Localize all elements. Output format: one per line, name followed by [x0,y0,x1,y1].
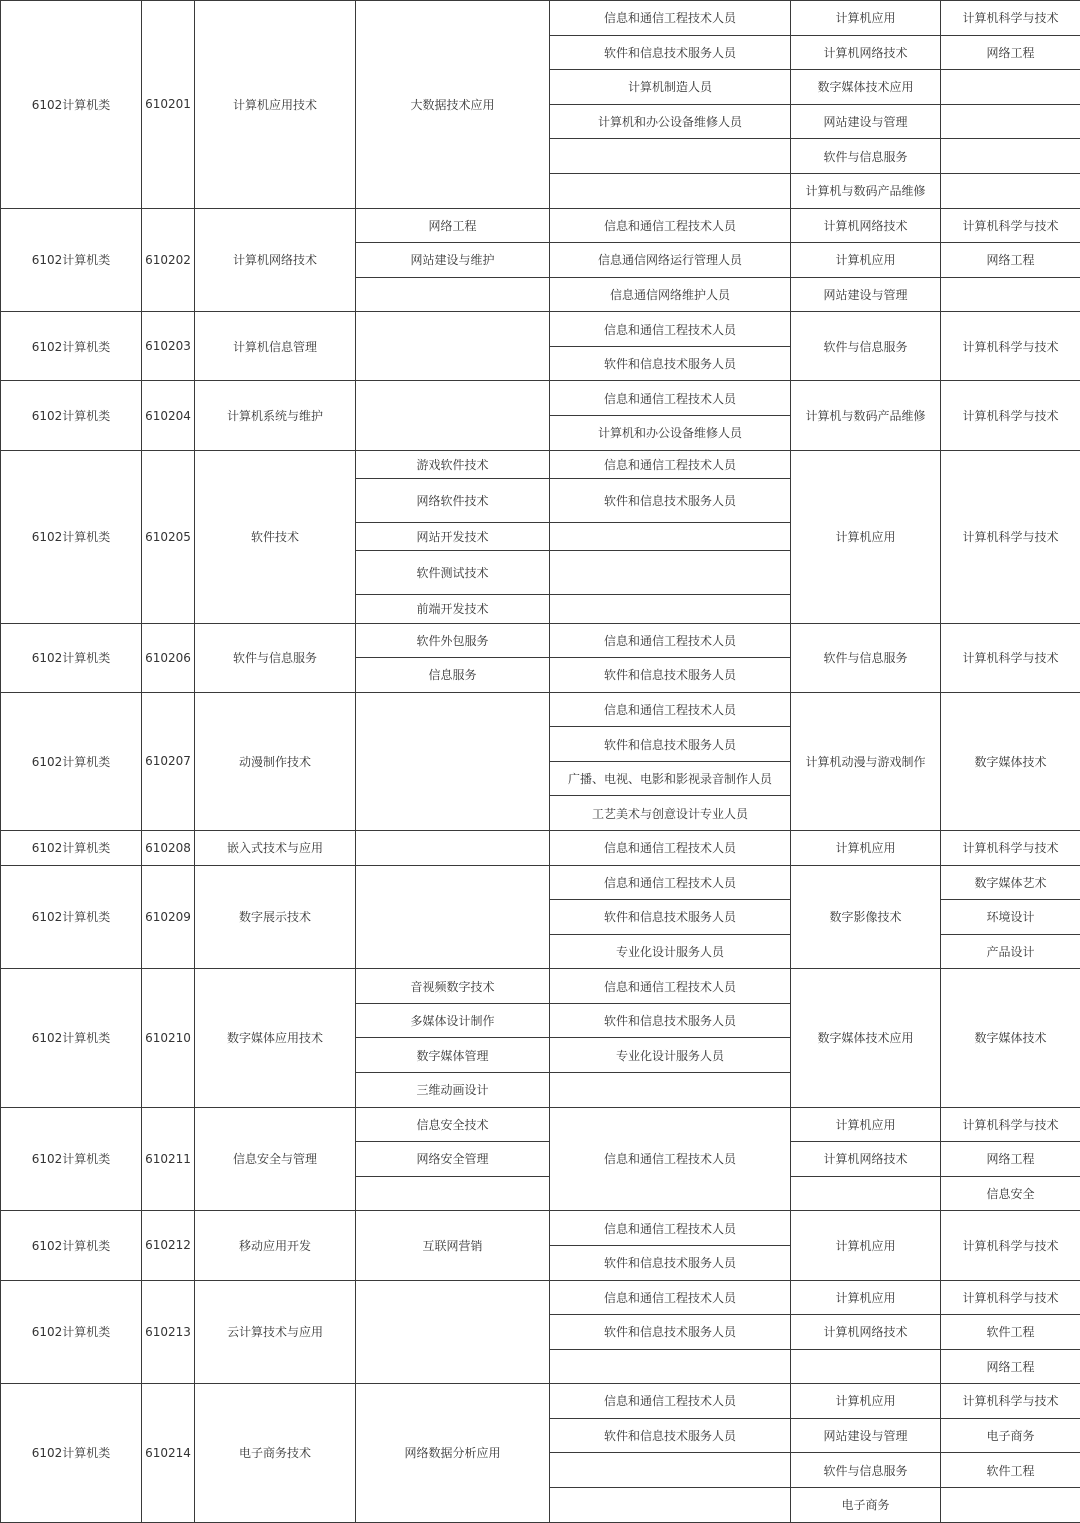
major-code-cell: 610211 [142,1107,195,1211]
undergrad-continuation-cell: 软件工程 [941,1453,1080,1488]
direction-cell: 大数据技术应用 [356,1,550,209]
vocational-continuation-cell: 数字媒体技术应用 [791,70,941,105]
occupation-cell: 信息通信网络维护人员 [550,277,791,312]
undergrad-continuation-cell: 计算机科学与技术 [941,1384,1080,1419]
vocational-continuation-cell: 计算机应用 [791,1384,941,1419]
occupation-cell: 专业化设计服务人员 [550,1038,791,1073]
major-code-cell: 610208 [142,831,195,866]
major-name-cell: 动漫制作技术 [195,692,356,830]
direction-cell: 信息服务 [356,658,550,693]
occupation-cell: 信息和通信工程技术人员 [550,381,791,416]
occupation-cell: 软件和信息技术服务人员 [550,658,791,693]
occupation-cell [550,551,791,594]
occupation-cell: 信息和通信工程技术人员 [550,312,791,347]
occupation-cell: 信息和通信工程技术人员 [550,1384,791,1419]
direction-cell: 软件测试技术 [356,551,550,594]
vocational-continuation-cell: 计算机网络技术 [791,35,941,70]
undergrad-continuation-cell: 计算机科学与技术 [941,1107,1080,1142]
direction-cell: 网络安全管理 [356,1142,550,1177]
table-row [1,208,1080,217]
occupation-cell: 广播、电视、电影和影视录音制作人员 [550,761,791,796]
occupation-cell: 信息和通信工程技术人员 [550,208,791,243]
direction-cell [356,692,550,830]
occupation-cell: 信息和通信工程技术人员 [550,831,791,866]
category-cell: 6102计算机类 [1,865,142,969]
table-row [1,1384,1080,1396]
undergrad-continuation-cell: 计算机科学与技术 [941,312,1080,381]
vocational-continuation-cell [791,1176,941,1211]
major-name-cell: 电子商务技术 [195,1384,356,1522]
table-body [1,1,1080,1523]
undergrad-continuation-cell: 网络工程 [941,243,1080,278]
major-code-cell: 610209 [142,865,195,969]
major-code-cell: 610206 [142,623,195,692]
occupation-cell [550,173,791,208]
direction-cell [356,865,550,969]
vocational-continuation-cell: 数字影像技术 [791,865,941,969]
direction-cell: 网站开发技术 [356,522,550,551]
direction-cell: 游戏软件技术 [356,450,550,479]
occupation-cell: 信息和通信工程技术人员 [550,1280,791,1315]
major-code-cell: 610204 [142,381,195,450]
category-cell: 6102计算机类 [1,381,142,450]
vocational-continuation-cell: 计算机与数码产品维修 [791,381,941,450]
vocational-continuation-cell: 网站建设与管理 [791,104,941,139]
major-code-cell: 610201 [142,1,195,209]
major-name-cell: 计算机网络技术 [195,208,356,312]
undergrad-continuation-cell: 信息安全 [941,1176,1080,1211]
direction-cell: 网络工程 [356,208,550,243]
occupation-cell: 计算机和办公设备维修人员 [550,416,791,451]
direction-cell: 三维动画设计 [356,1073,550,1108]
vocational-continuation-cell [791,1349,941,1384]
occupation-cell: 工艺美术与创意设计专业人员 [550,796,791,831]
table-row [1,1280,1080,1289]
undergrad-continuation-cell: 数字媒体技术 [941,692,1080,830]
undergrad-continuation-cell [941,139,1080,174]
direction-cell [356,1280,550,1384]
undergrad-continuation-cell [941,277,1080,312]
category-cell: 6102计算机类 [1,312,142,381]
vocational-continuation-cell: 软件与信息服务 [791,1453,941,1488]
direction-cell: 互联网营销 [356,1211,550,1280]
table-row [1,312,1080,318]
undergrad-continuation-cell [941,70,1080,105]
undergrad-continuation-cell: 网络工程 [941,35,1080,70]
vocational-continuation-cell: 软件与信息服务 [791,623,941,692]
direction-cell [356,831,550,866]
occupation-cell [550,1073,791,1108]
direction-cell [356,312,550,381]
direction-cell [356,1176,550,1211]
undergrad-continuation-cell: 环境设计 [941,900,1080,935]
category-cell: 6102计算机类 [1,1107,142,1211]
direction-cell: 软件外包服务 [356,623,550,658]
occupation-cell: 软件和信息技术服务人员 [550,727,791,762]
vocational-continuation-cell: 计算机应用 [791,1,941,36]
occupation-cell: 信息和通信工程技术人员 [550,623,791,658]
vocational-continuation-cell: 计算机应用 [791,1107,941,1142]
occupation-cell [550,139,791,174]
category-cell: 6102计算机类 [1,450,142,623]
major-code-cell: 610213 [142,1280,195,1384]
major-name-cell: 云计算技术与应用 [195,1280,356,1384]
direction-cell: 网络软件技术 [356,479,550,522]
vocational-continuation-cell: 数字媒体技术应用 [791,969,941,1107]
occupation-cell [550,594,791,623]
table-row [1,381,1080,387]
undergrad-continuation-cell [941,1487,1080,1522]
major-code-cell: 610214 [142,1384,195,1522]
occupation-cell [550,1487,791,1522]
table-row [1,1,1080,18]
major-code-cell: 610207 [142,692,195,830]
vocational-continuation-cell: 软件与信息服务 [791,312,941,381]
undergrad-continuation-cell: 数字媒体艺术 [941,865,1080,900]
category-cell: 6102计算机类 [1,692,142,830]
undergrad-continuation-cell: 计算机科学与技术 [941,1,1080,36]
direction-cell: 信息安全技术 [356,1107,550,1142]
occupation-cell: 软件和信息技术服务人员 [550,1245,791,1280]
undergrad-continuation-cell [941,104,1080,139]
occupation-cell: 软件和信息技术服务人员 [550,1003,791,1038]
undergrad-continuation-cell: 计算机科学与技术 [941,1211,1080,1280]
table-row [1,1107,1080,1116]
table-row [1,831,1080,834]
vocational-continuation-cell: 计算机应用 [791,831,941,866]
occupation-cell: 专业化设计服务人员 [550,934,791,969]
category-cell: 6102计算机类 [1,208,142,312]
table-row [1,969,1080,981]
category-cell: 6102计算机类 [1,623,142,692]
vocational-continuation-cell: 网站建设与管理 [791,1418,941,1453]
table-row [1,692,1080,704]
occupation-cell [550,1349,791,1384]
undergrad-continuation-cell: 网络工程 [941,1142,1080,1177]
occupation-cell: 计算机和办公设备维修人员 [550,104,791,139]
major-name-cell: 数字媒体应用技术 [195,969,356,1107]
category-cell: 6102计算机类 [1,1211,142,1280]
category-cell: 6102计算机类 [1,969,142,1107]
occupation-cell: 软件和信息技术服务人员 [550,1418,791,1453]
direction-cell [356,381,550,450]
undergrad-continuation-cell: 计算机科学与技术 [941,381,1080,450]
undergrad-continuation-cell: 计算机科学与技术 [941,450,1080,623]
undergrad-continuation-cell: 产品设计 [941,934,1080,969]
direction-cell: 网络数据分析应用 [356,1384,550,1522]
major-name-cell: 数字展示技术 [195,865,356,969]
category-cell: 6102计算机类 [1,1,142,209]
vocational-continuation-cell: 计算机与数码产品维修 [791,173,941,208]
occupation-cell: 软件和信息技术服务人员 [550,479,791,522]
direction-cell: 多媒体设计制作 [356,1003,550,1038]
vocational-continuation-cell: 计算机应用 [791,243,941,278]
occupation-cell: 软件和信息技术服务人员 [550,900,791,935]
undergrad-continuation-cell: 计算机科学与技术 [941,208,1080,243]
vocational-continuation-cell: 电子商务 [791,1487,941,1522]
undergrad-continuation-cell: 计算机科学与技术 [941,1280,1080,1315]
undergrad-continuation-cell [941,173,1080,208]
direction-cell: 网站建设与维护 [356,243,550,278]
vocational-continuation-cell: 计算机网络技术 [791,1315,941,1350]
table-row [1,1211,1080,1217]
category-cell: 6102计算机类 [1,831,142,866]
major-name-cell: 信息安全与管理 [195,1107,356,1211]
table-row [1,865,1080,874]
major-name-cell: 软件与信息服务 [195,623,356,692]
major-name-cell: 计算机系统与维护 [195,381,356,450]
occupation-cell [550,522,791,551]
major-name-cell: 嵌入式技术与应用 [195,831,356,866]
major-name-cell: 移动应用开发 [195,1211,356,1280]
occupation-cell: 软件和信息技术服务人员 [550,35,791,70]
major-code-cell: 610210 [142,969,195,1107]
major-code-cell: 610202 [142,208,195,312]
major-name-cell: 计算机信息管理 [195,312,356,381]
category-cell: 6102计算机类 [1,1384,142,1522]
occupation-cell: 信息和通信工程技术人员 [550,692,791,727]
occupation-cell: 信息和通信工程技术人员 [550,1,791,36]
category-cell: 6102计算机类 [1,1280,142,1384]
major-code-cell: 610205 [142,450,195,623]
table-row [1,450,1080,464]
undergrad-continuation-cell: 数字媒体技术 [941,969,1080,1107]
undergrad-continuation-cell: 计算机科学与技术 [941,831,1080,866]
occupation-cell: 信息和通信工程技术人员 [550,1107,791,1211]
occupation-cell: 软件和信息技术服务人员 [550,346,791,381]
occupation-cell: 信息和通信工程技术人员 [550,969,791,1004]
vocational-continuation-cell: 计算机动漫与游戏制作 [791,692,941,830]
undergrad-continuation-cell: 网络工程 [941,1349,1080,1384]
direction-cell [356,277,550,312]
direction-cell: 前端开发技术 [356,594,550,623]
occupation-cell: 计算机制造人员 [550,70,791,105]
direction-cell: 音视频数字技术 [356,969,550,1004]
vocational-continuation-cell: 计算机应用 [791,450,941,623]
undergrad-continuation-cell: 软件工程 [941,1315,1080,1350]
vocational-continuation-cell: 计算机网络技术 [791,1142,941,1177]
vocational-continuation-cell: 计算机应用 [791,1211,941,1280]
occupation-cell [550,1453,791,1488]
major-code-cell: 610203 [142,312,195,381]
vocational-continuation-cell: 网站建设与管理 [791,277,941,312]
vocational-continuation-cell: 计算机应用 [791,1280,941,1315]
occupation-cell: 信息通信网络运行管理人员 [550,243,791,278]
major-name-cell: 软件技术 [195,450,356,623]
direction-cell: 数字媒体管理 [356,1038,550,1073]
major-code-cell: 610212 [142,1211,195,1280]
occupation-cell: 软件和信息技术服务人员 [550,1315,791,1350]
occupation-cell: 信息和通信工程技术人员 [550,1211,791,1246]
table-row [1,623,1080,629]
vocational-continuation-cell: 软件与信息服务 [791,139,941,174]
occupation-cell: 信息和通信工程技术人员 [550,865,791,900]
undergrad-continuation-cell: 计算机科学与技术 [941,623,1080,692]
major-name-cell: 计算机应用技术 [195,1,356,209]
vocational-continuation-cell: 计算机网络技术 [791,208,941,243]
undergrad-continuation-cell: 电子商务 [941,1418,1080,1453]
occupation-cell: 信息和通信工程技术人员 [550,450,791,479]
